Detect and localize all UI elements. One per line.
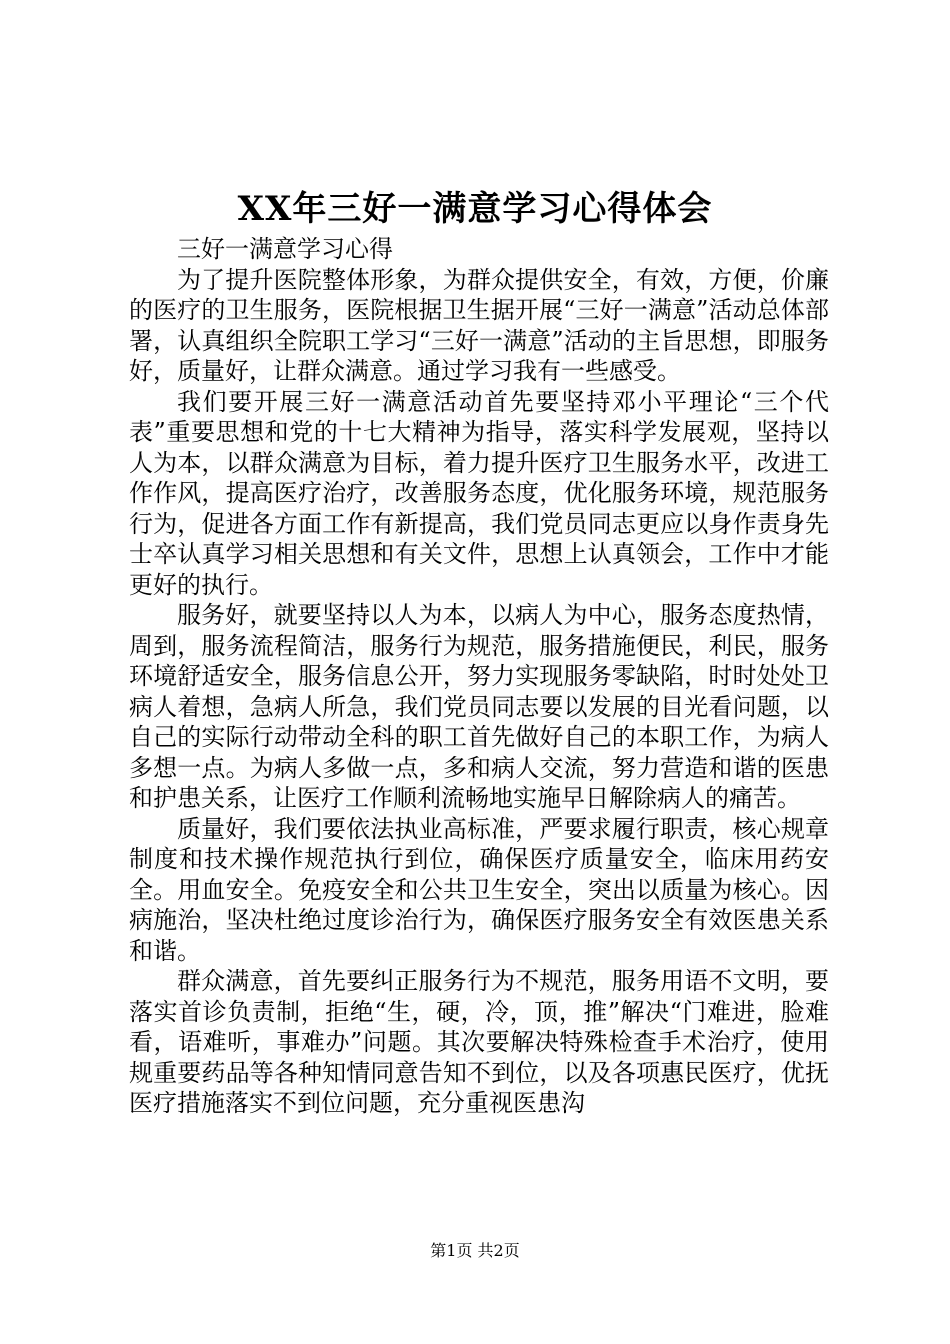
document-title: XX年三好一满意学习心得体会 [237,189,713,229]
paragraph: 服务好，就要坚持以人为本，以病人为中心，服务态度热情，周到，服务流程简洁，服务行为规范，服务措施便民，利民，服务环境舒适安全，服务信息公开，努力实现服务零缺陷，时时处处卫病人着想，急病人所急，我们党员同志要以发展的目光看问题，以自己的实际行动带动全科的职工首先做好自己的本职工作，为病人多想一点。为病人多做一点，多和病人交流，努力营造和谐的医患和护患关系，让医疗工作顺利流畅地实施早日解除病人的痛苦。 [129,601,829,812]
page-number-footer: 第1页 共2页 [430,1241,520,1260]
paragraph: 质量好，我们要依法执业高标准，严要求履行职责，核心规章制度和技术操作规范执行到位，确保医疗质量安全，临床用药安全。用血安全。免疫安全和公共卫生安全，突出以质量为核心。因病施治，坚决杜绝过度诊治行为，确保医疗服务安全有效医患关系和谐。 [129,814,829,965]
paragraph: 我们要开展三好一满意活动首先要坚持邓小平理论“三个代表”重要思想和党的十七大精神为指导，落实科学发展观，坚持以人为本，以群众满意为目标，着力提升医疗卫生服务水平，改进工作作风，提高医疗治疗，改善服务态度，优化服务环境，规范服务行为，促进各方面工作有新提高，我们党员同志更应以身作责身先士卒认真学习相关思想和有关文件，思想上认真领会，工作中才能更好的执行。 [129,387,829,599]
document-body [129,234,829,1119]
paragraph-subtitle: 三好一满意学习心得 [177,235,393,263]
paragraph: 为了提升医院整体形象，为群众提供安全，有效，方便，价廉的医疗的卫生服务，医院根据卫生据开展“三好一满意”活动总体部署，认真组织全院职工学习“三好一满意”活动的主旨思想，即服务好，质量好，让群众满意。通过学习我有一些感受。 [129,265,829,385]
paragraph: 群众满意，首先要纠正服务行为不规范，服务用语不文明，要落实首诊负责制，拒绝“生，硬，冷，顶，推”解决“门难进，脸难看，语难听，事难办”问题。其次要解决特殊检查手术治疗，使用规重要药品等各种知情同意告知不到位，以及各项惠民医疗，优抚医疗措施落实不到位问题，充分重视医患沟 [129,967,829,1117]
